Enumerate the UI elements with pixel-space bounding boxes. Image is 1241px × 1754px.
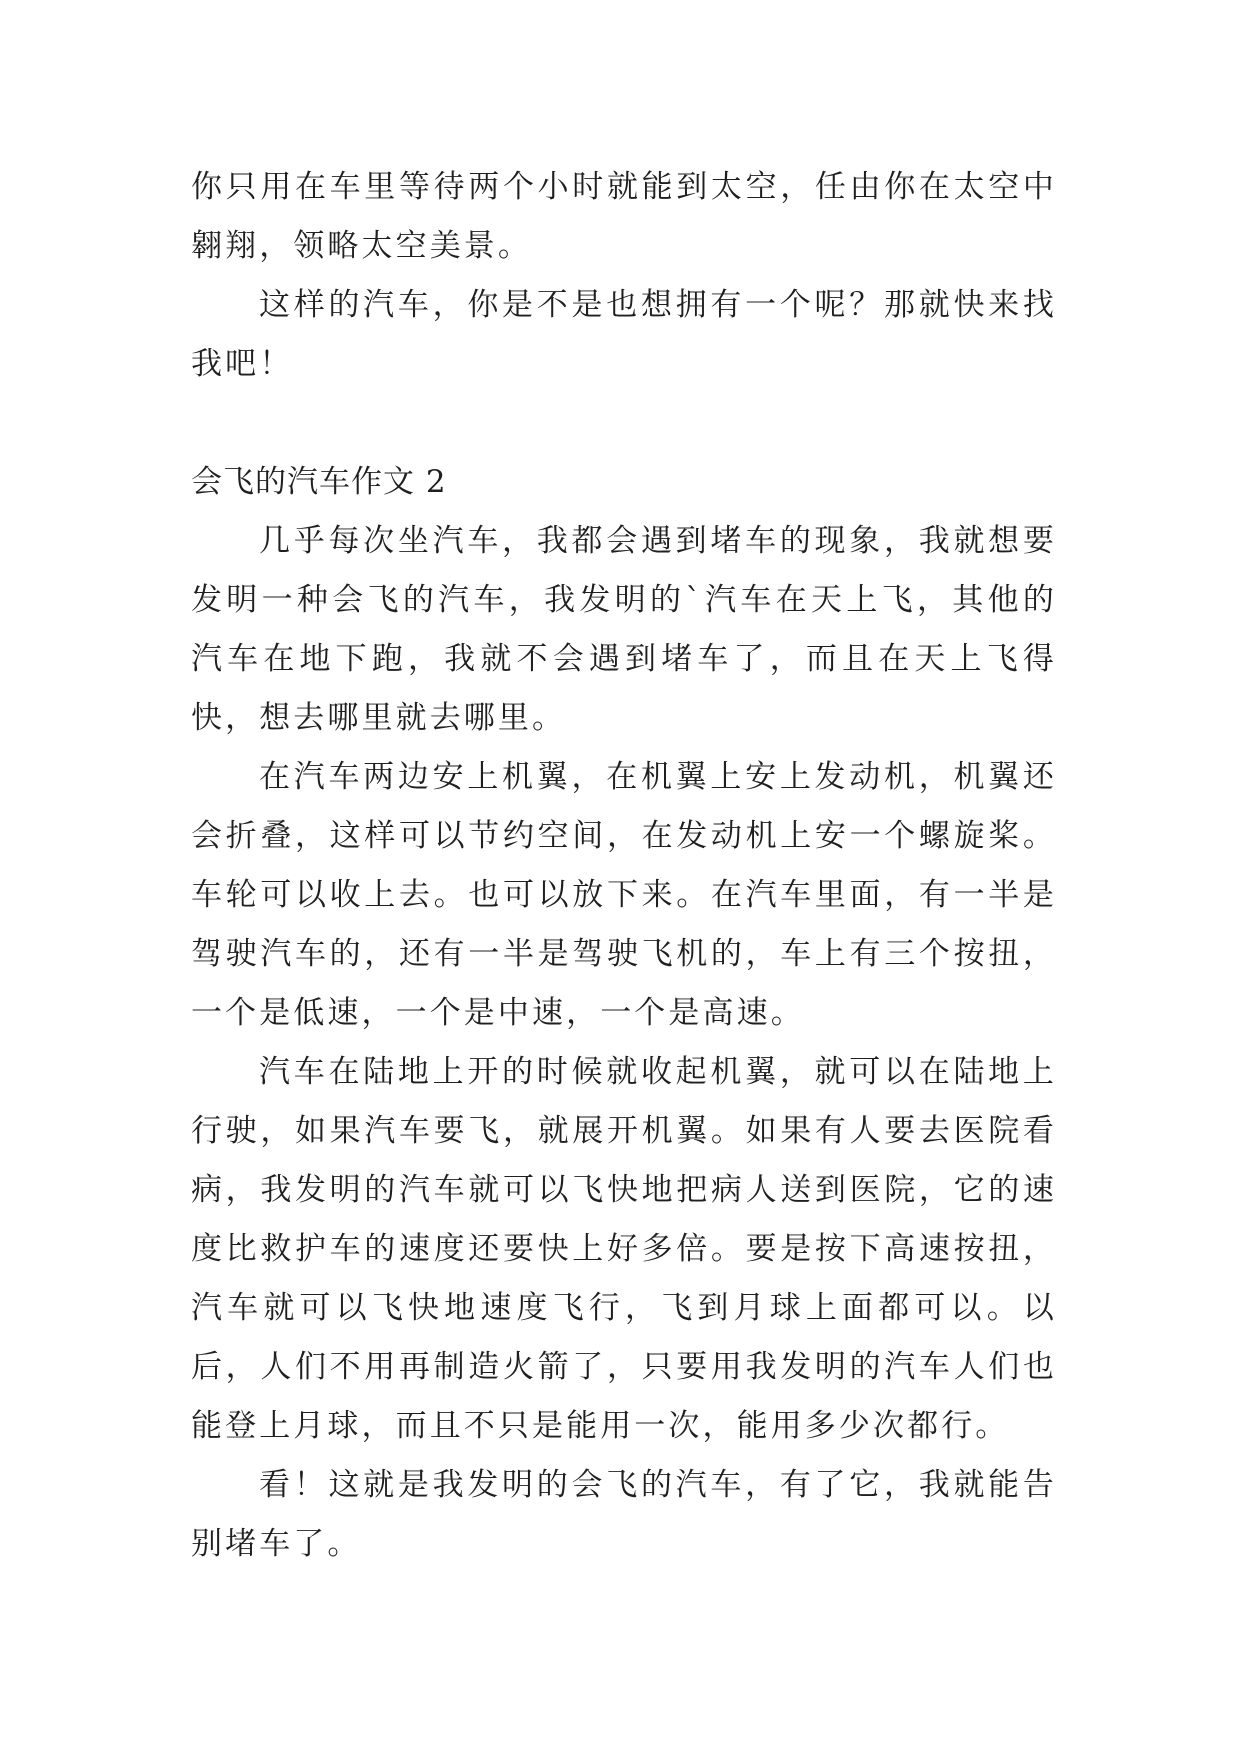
paragraph-continued: 你只用在车里等待两个小时就能到太空，任由你在太空中翱翔，领略太空美景。 [191,169,1057,264]
paragraph-closing-question: 这样的汽车，你是不是也想拥有一个呢？那就快来找我吧！ [191,287,1057,382]
paragraph: 看！这就是我发明的会飞的汽车，有了它，我就能告别堵车了。 [191,1467,1057,1562]
paragraph: 汽车在陆地上开的时候就收起机翼，就可以在陆地上行驶，如果汽车要飞，就展开机翼。如果有人要去医院看病，我发明的汽车就可以飞快地把病人送到医院，它的速度比救护车的速度还要快上好多倍。要是按下高速按扭，汽车就可以飞快地速度飞行，飞到月球上面都可以。以后，人们不用再制造火箭了，只要用我发明的汽车人们也能登上月球，而且不只是能用一次，能用多少次都行。 [191,1054,1057,1444]
paragraph: 在汽车两边安上机翼，在机翼上安上发动机，机翼还会折叠，这样可以节约空间，在发动机上安一个螺旋桨。车轮可以收上去。也可以放下来。在汽车里面，有一半是驾驶汽车的，还有一半是驾驶飞机的，车上有三个按扭，一个是低速，一个是中速，一个是高速。 [191,759,1057,1031]
section-title: 会飞的汽车作文 2 [191,464,447,500]
document-body [191,158,1057,1574]
paragraph: 几乎每次坐汽车，我都会遇到堵车的现象，我就想要发明一种会飞的汽车，我发明的`汽车在天上飞，其他的汽车在地下跑，我就不会遇到堵车了，而且在天上飞得快，想去哪里就去哪里。 [191,523,1057,736]
